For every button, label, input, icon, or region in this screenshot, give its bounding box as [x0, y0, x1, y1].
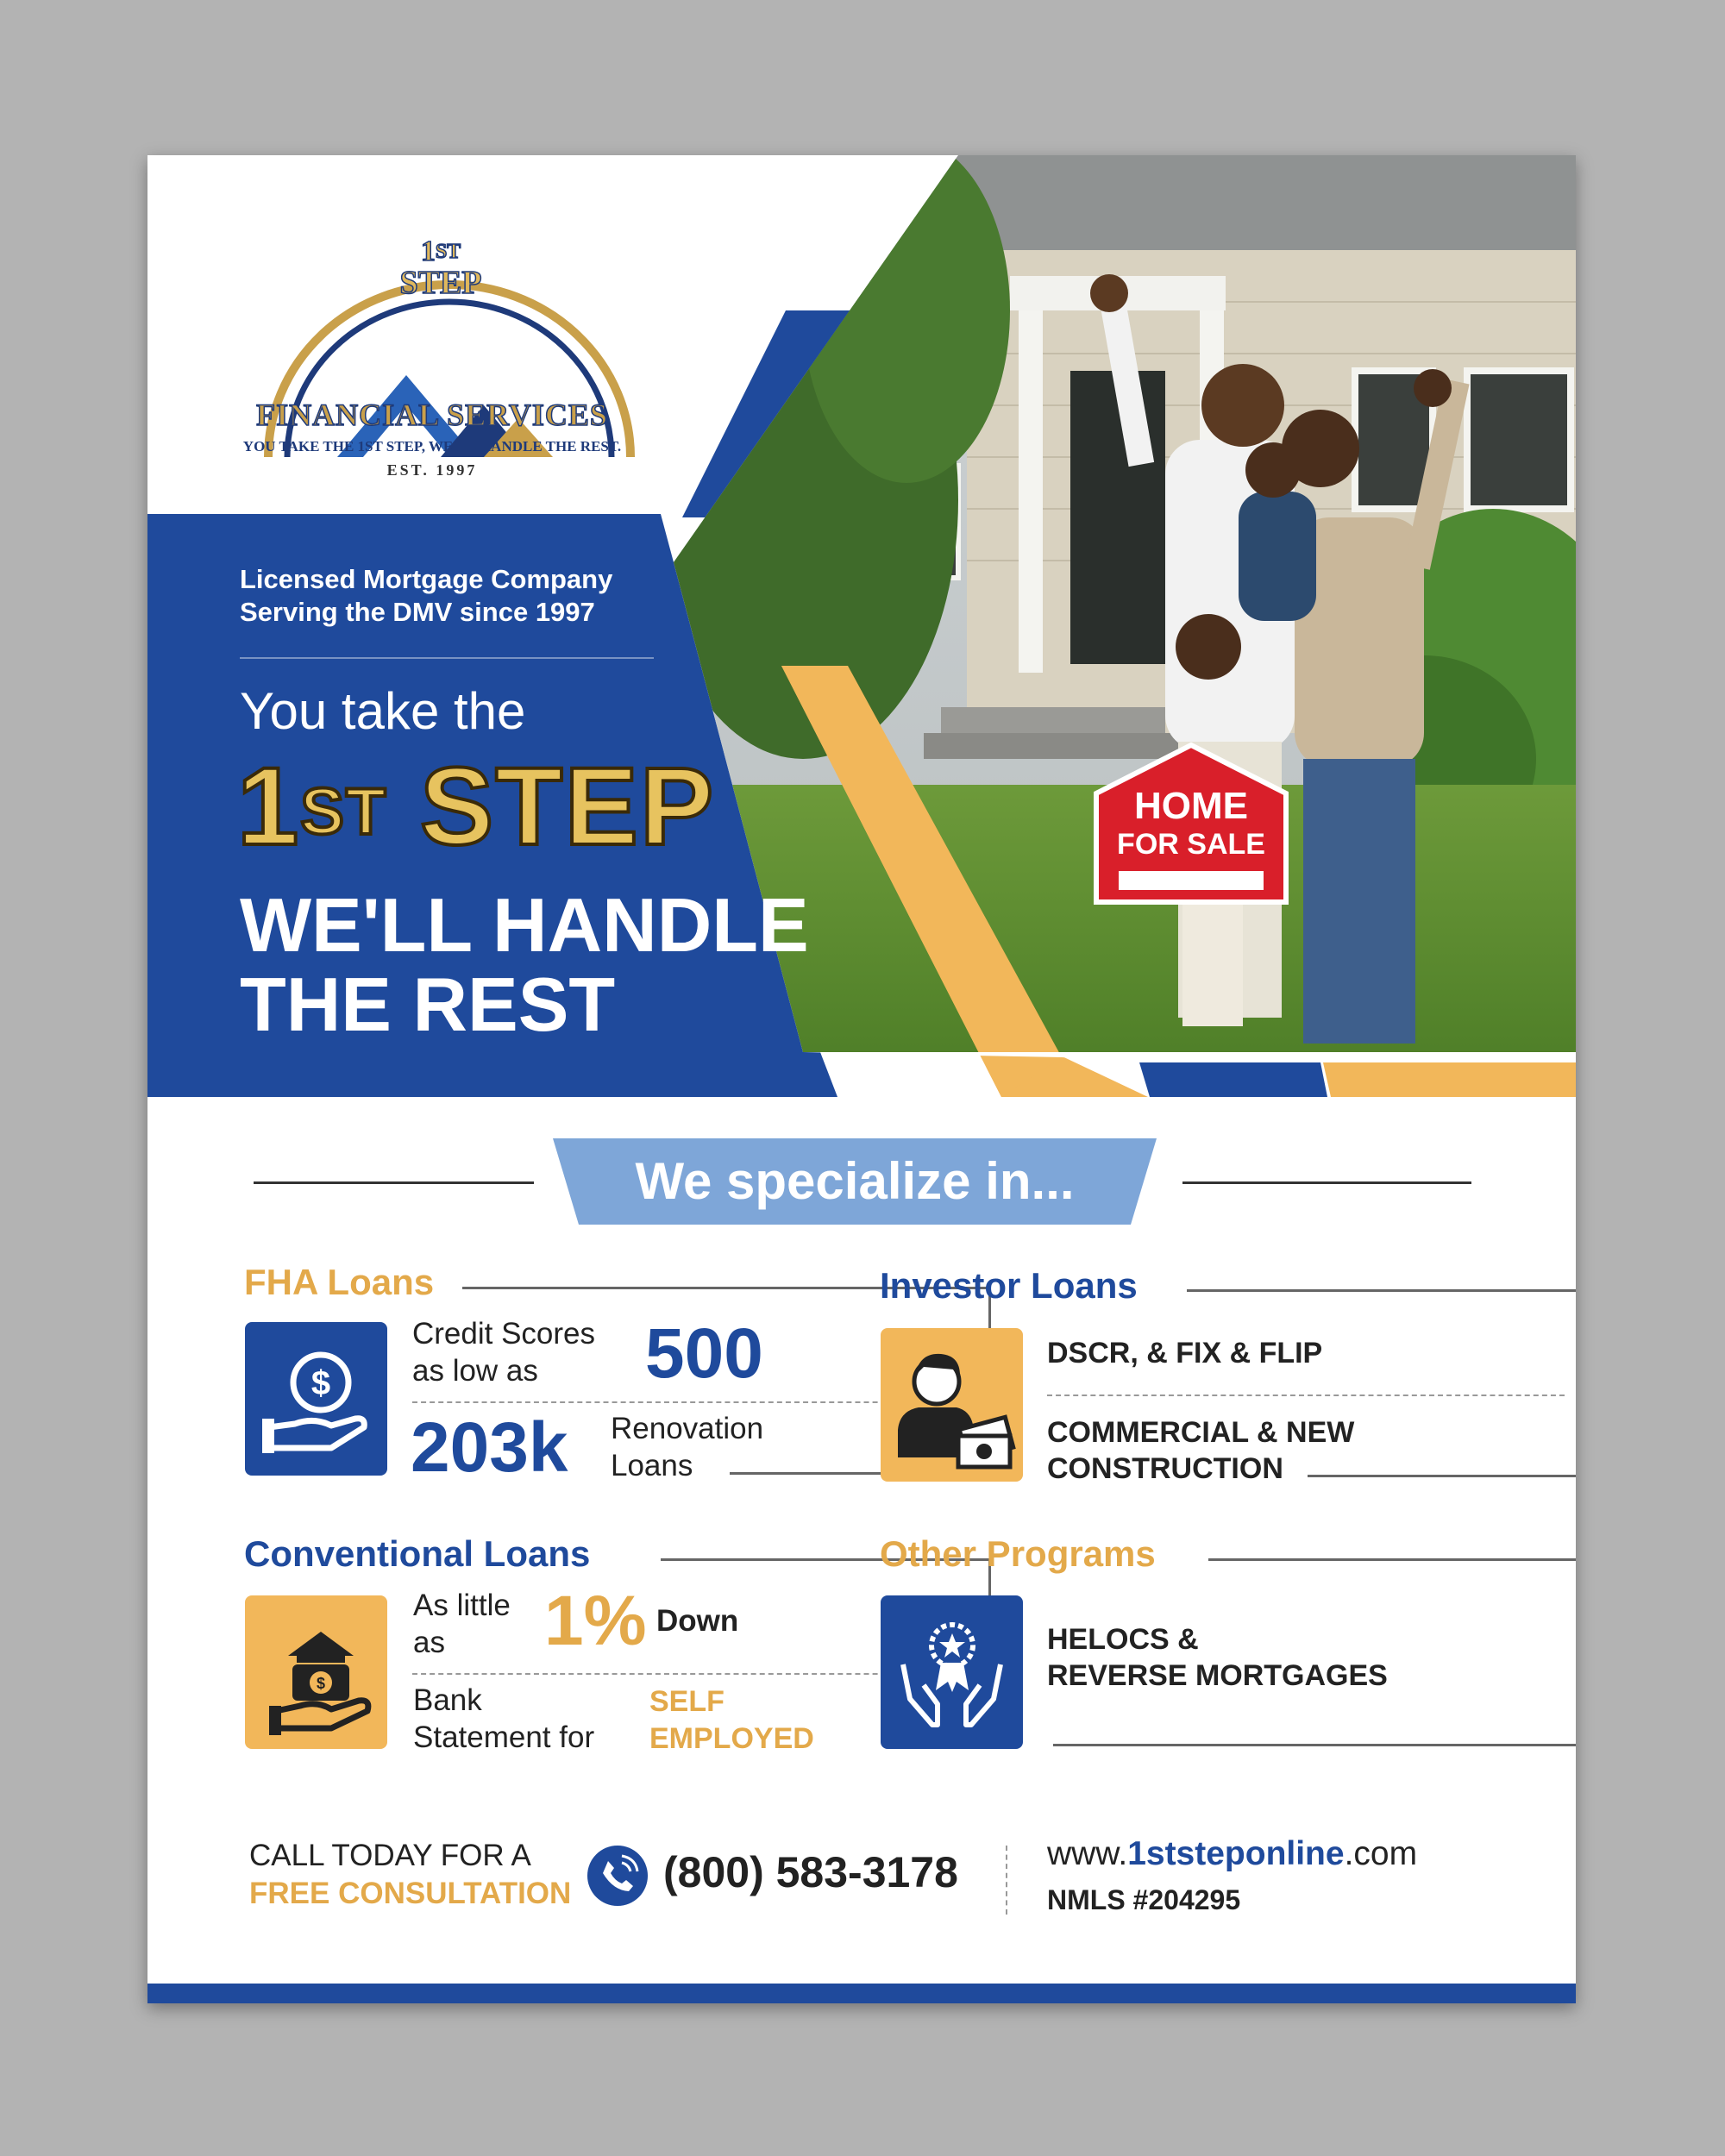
fha-credit-label-2: as low as [412, 1354, 538, 1388]
handle-line1: WE'LL HANDLE [240, 882, 809, 968]
fha-credit-value: 500 [645, 1314, 763, 1393]
phone-icon[interactable] [587, 1846, 648, 1906]
sign-line1: HOME [1134, 785, 1248, 827]
home-for-sale-sign [1088, 742, 1295, 906]
dollar-hand-icon [245, 1322, 387, 1476]
web-suffix: .com [1344, 1835, 1418, 1872]
conventional-bank-2: Statement for [413, 1720, 595, 1754]
conventional-self-1: SELF [649, 1685, 724, 1718]
conventional-bank-1: Bank [413, 1683, 482, 1717]
fha-reno-label [611, 1410, 763, 1484]
bottom-white-gap [803, 1052, 1576, 1062]
investor-item1: DSCR, & FIX & FLIP [1047, 1337, 1323, 1369]
you-take-text: You take the [240, 682, 526, 740]
logo-word: STEP [399, 265, 482, 301]
conventional-down: Down [656, 1604, 739, 1638]
phone-number[interactable]: (800) 583-3178 [663, 1848, 958, 1896]
sign-line2: FOR SALE [1117, 828, 1265, 861]
nmls-number: NMLS #204295 [1047, 1884, 1241, 1915]
investor-item2-line1: COMMERCIAL & NEW [1047, 1416, 1355, 1449]
hero-blue-panel-bottom [147, 1052, 837, 1097]
logo-name: FINANCIAL SERVICES [256, 398, 608, 432]
fha-title: FHA Loans [244, 1262, 435, 1302]
investor-item2 [1047, 1414, 1354, 1487]
other-title: Other Programs [880, 1533, 1156, 1574]
logo-suffix: ST [435, 241, 461, 263]
svg-text:$: $ [310, 1364, 331, 1402]
investor-box-top [1187, 1289, 1576, 1292]
logo-tagline: YOU TAKE THE 1ST STEP, WE'LL HANDLE THE REST. [242, 438, 622, 454]
logo-established: EST. 1997 [386, 461, 478, 479]
other-item [1047, 1621, 1388, 1694]
step-word: STEP [419, 745, 716, 868]
investor-title: Investor Loans [880, 1265, 1138, 1306]
specialize-rule-left [254, 1181, 534, 1184]
licensed-line2: Serving the DMV since 1997 [240, 597, 595, 627]
step-superscript: ST [300, 775, 388, 849]
fha-reno-value: 203k [411, 1408, 568, 1487]
handle-the-rest-headline [240, 882, 844, 1047]
call-line1: CALL TODAY FOR A [249, 1839, 531, 1872]
fha-reno-label-1: Renovation [611, 1412, 764, 1445]
logo-number: 1 [420, 235, 436, 267]
conventional-bank [413, 1682, 594, 1756]
svg-text:$: $ [316, 1675, 326, 1692]
other-box-top [1208, 1558, 1576, 1561]
web-domain: 1ststeponline [1127, 1835, 1345, 1872]
conventional-as-little [413, 1587, 511, 1661]
conventional-self-2: EMPLOYED [649, 1722, 814, 1755]
investor-item2-line2: CONSTRUCTION [1047, 1452, 1283, 1485]
web-prefix: www. [1047, 1835, 1128, 1872]
licensed-text [240, 563, 723, 629]
conventional-self-employed [649, 1683, 814, 1758]
money-house-hand-icon [245, 1595, 387, 1749]
footer-bar [147, 1984, 1576, 2003]
logo-step-mark [376, 237, 505, 299]
first-step-headline [237, 747, 715, 868]
specialize-rule-right [1182, 1181, 1471, 1184]
other-box-bottom [1053, 1744, 1576, 1746]
other-item-line2: REVERSE MORTGAGES [1047, 1659, 1388, 1692]
investor-person-icon [881, 1328, 1023, 1482]
fha-divider [412, 1401, 930, 1403]
bottom-gold-stripe [1323, 1062, 1576, 1097]
footer-divider [1006, 1846, 1007, 1915]
conventional-percent: 1% [544, 1582, 647, 1660]
step-number: 1 [237, 745, 301, 868]
conventional-as-little-2: as [413, 1626, 445, 1659]
investor-divider [1047, 1395, 1565, 1396]
handle-line2: THE REST [240, 962, 616, 1047]
fha-reno-label-2: Loans [611, 1449, 693, 1482]
call-today [249, 1837, 571, 1913]
call-line2: FREE CONSULTATION [249, 1877, 572, 1910]
flyer [147, 155, 1576, 2003]
conventional-title: Conventional Loans [244, 1533, 591, 1574]
fha-credit-label-1: Credit Scores [412, 1317, 596, 1351]
award-hands-icon [881, 1595, 1023, 1749]
other-item-line1: HELOCS & [1047, 1623, 1199, 1656]
bottom-blue-stripe [1139, 1062, 1327, 1097]
conventional-as-little-1: As little [413, 1589, 511, 1622]
licensed-line1: Licensed Mortgage Company [240, 564, 613, 594]
conventional-divider [412, 1673, 930, 1675]
specialize-heading: We specialize in... [635, 1152, 1075, 1210]
fha-credit-label [412, 1315, 595, 1389]
website-link[interactable] [1047, 1835, 1417, 1873]
hero-divider [240, 657, 654, 659]
